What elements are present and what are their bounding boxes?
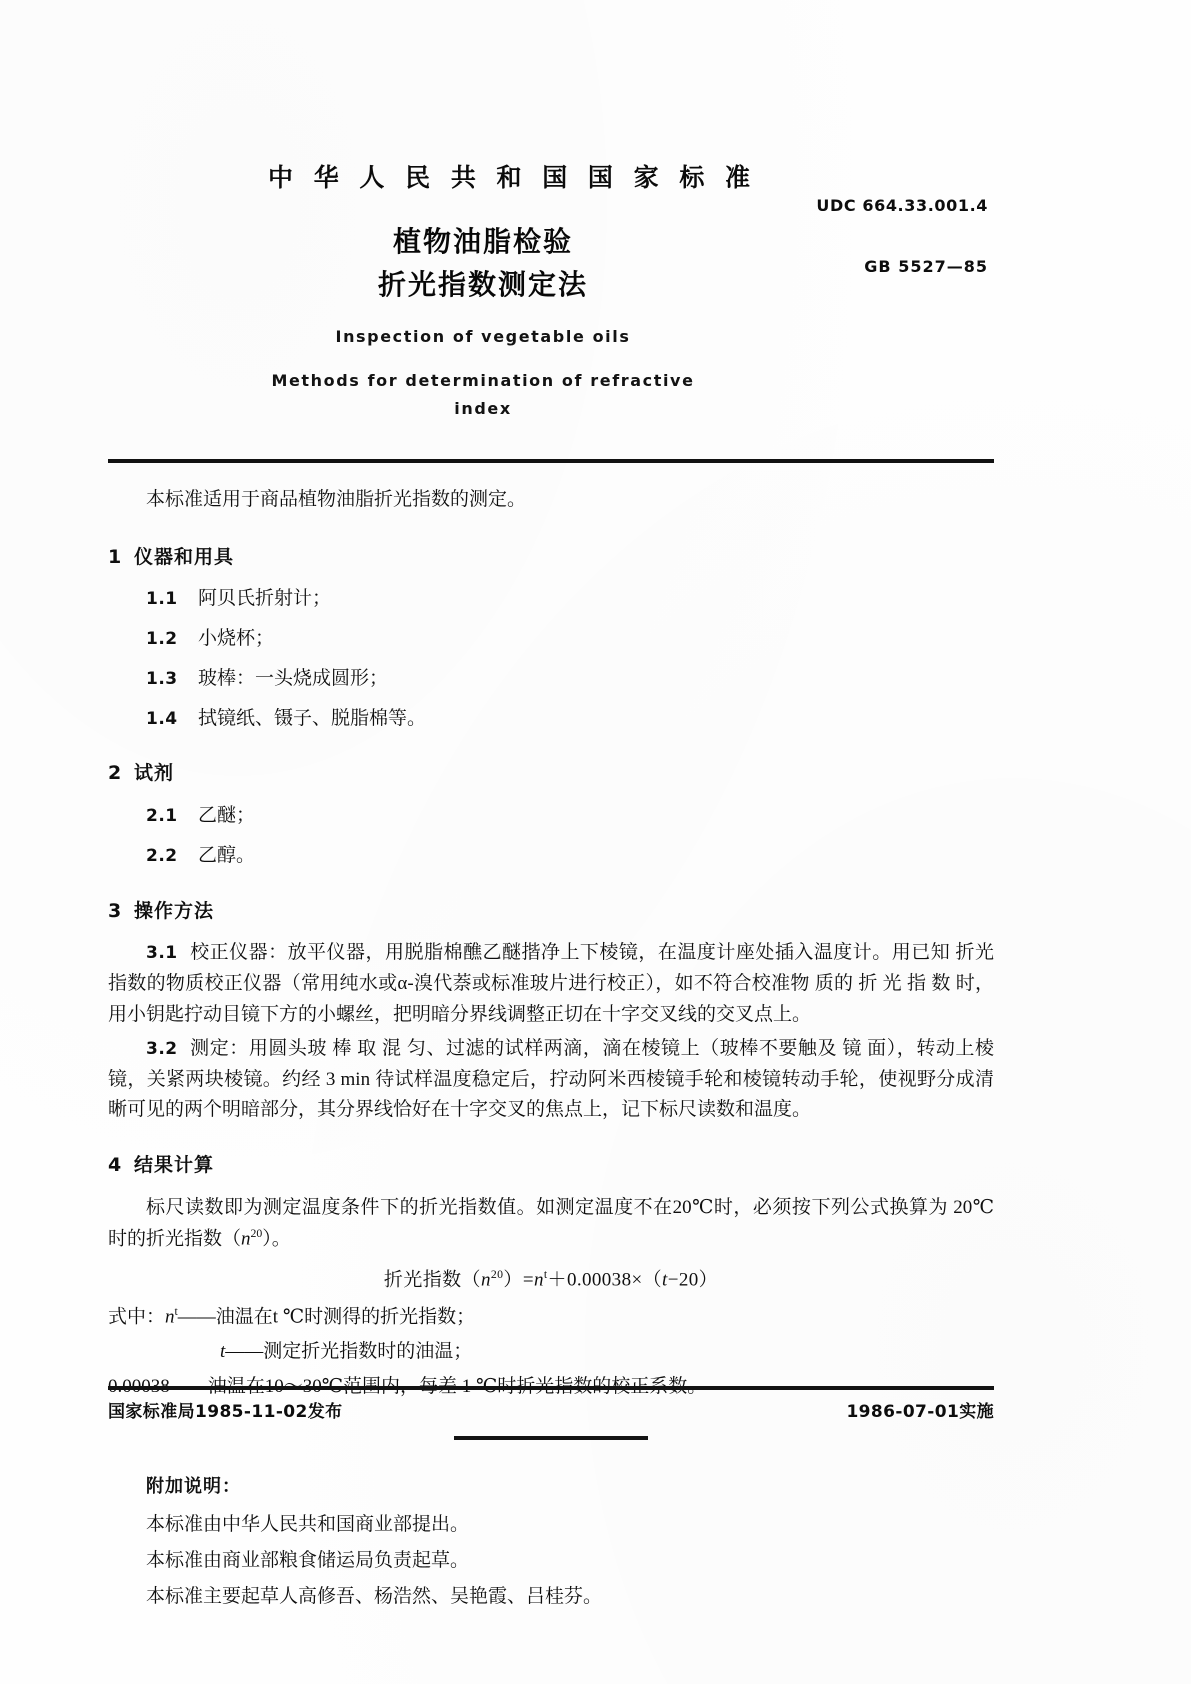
section-heading-4 [108, 1150, 994, 1181]
formula-minus: − [667, 1268, 679, 1290]
formula-twenty: 20 [678, 1268, 699, 1290]
item-number: 2.1 [146, 806, 178, 827]
document-title-line-2: 折光指数测定法 [377, 268, 588, 302]
section-heading-1 [108, 542, 994, 573]
section-title-2: 试剂 [134, 762, 175, 785]
conversion-formula: 折光指数$(n^{20})=n^t+0.00038\times(t-20)$ [383, 1267, 719, 1290]
standard-identifiers [738, 196, 988, 276]
effective-date: 1986-07-01实施 [846, 1402, 994, 1422]
formula-bracket-open: （ [642, 1268, 663, 1290]
formula-plus: ＋ [547, 1268, 567, 1290]
item-number: 1.2 [146, 629, 178, 650]
legend-text-1: ——油温在t ℃时测得的折光指数； [177, 1306, 476, 1328]
formula-lhs-var: n [480, 1268, 491, 1290]
formula-times: × [631, 1268, 643, 1290]
appendix-block [146, 1470, 994, 1614]
formula-label: 折光指数 [383, 1268, 462, 1290]
list-item [146, 801, 994, 832]
paragraph-text-3-2: 测定：用圆头玻 棒 取 混 匀、过滤的试样两滴，滴在棱镜上（玻棒不要触及 镜 面），转动上棱镜，关紧两块棱镜。约经 3 min 待试样温度稳定后，拧动阿米西棱镜手轮和棱镜转动手轮，使视野分成清晰可见的两个明暗部分，其分界线恰好在十字交叉的焦点上，记下标尺读数和温度。 [108, 1037, 994, 1121]
legend-row-2 [108, 1337, 994, 1368]
legend-symbol-1: n [165, 1306, 175, 1328]
legend-symbol-1-sup: t [174, 1304, 178, 1318]
item-text: 小烧杯； [198, 628, 275, 650]
section-heading-2 [108, 758, 994, 789]
issue-date: 国家标准局1985-11-02发布 [108, 1402, 343, 1422]
document-content [108, 0, 994, 1615]
scope-paragraph: 本标准适用于商品植物油脂折光指数的测定。 [146, 488, 527, 510]
result-intro-paragraph: 标尺读数即为测定温度条件下的折光指数值。如测定温度不在20℃时，必须按下列公式换算为 20℃ 时的折光指数$(n^{20})$。 [108, 1196, 994, 1249]
section-number-1: 1 [108, 545, 123, 568]
appendix-divider-rule [454, 1436, 648, 1440]
legend-label: 式中： [108, 1306, 166, 1328]
legend-row-1 [108, 1302, 994, 1333]
item-number: 1.4 [146, 708, 178, 729]
item-number: 2.2 [146, 845, 178, 866]
section-number-4: 4 [108, 1154, 123, 1177]
item-text: 拭镜纸、镊子、脱脂棉等。 [198, 707, 427, 729]
national-standard-heading: 中 华 人 民 共 和 国 国 家 标 准 [268, 163, 757, 192]
list-item [146, 704, 994, 735]
item-number: 1.3 [146, 668, 178, 689]
document-body [108, 485, 994, 1615]
section-title-4: 结果计算 [134, 1154, 215, 1177]
legend-text-2: ——测定折光指数时的油温； [225, 1340, 473, 1362]
section-heading-3 [108, 896, 994, 927]
section-number-2: 2 [108, 762, 123, 785]
english-title-line-2: Methods for determination of refractive index [271, 370, 695, 418]
appendix-line: 本标准由中华人民共和国商业部提出。 [146, 1513, 470, 1535]
formula-lhs-exp: 20 [490, 1267, 504, 1281]
refractive-index-symbol: n [241, 1227, 251, 1249]
paragraph-3-2 [108, 1034, 994, 1126]
formula-rhs-var-sup: t [543, 1267, 548, 1281]
formula-rhs-var: n [533, 1268, 544, 1290]
item-text: 乙醇。 [198, 844, 256, 866]
paragraph-number-3-2: 3.2 [146, 1038, 178, 1059]
footer-row [108, 1397, 994, 1422]
section-number-3: 3 [108, 899, 123, 922]
paragraph-number-3-1: 3.1 [146, 943, 178, 964]
formula-coefficient: 0.00038 [566, 1268, 632, 1290]
paragraph-3-1 [108, 938, 994, 1030]
formula-bracket-close: ） [698, 1268, 719, 1290]
footer-divider-rule [108, 1386, 994, 1390]
list-item [146, 584, 994, 615]
page-footer [108, 1386, 994, 1422]
item-text: 阿贝氏折射计； [198, 588, 332, 610]
appendix-line: 本标准由商业部粮食储运局负责起草。 [146, 1549, 470, 1571]
legend-symbol-2: t [220, 1340, 226, 1362]
item-text: 乙醚； [198, 805, 256, 827]
appendix-title: 附加说明： [146, 1476, 241, 1498]
list-item [146, 841, 994, 872]
title-block [268, 220, 698, 423]
item-text: 玻棒：一头烧成圆形； [198, 667, 389, 689]
appendix-line: 本标准主要起草人高修吾、杨浩然、吴艳霞、吕桂芬。 [146, 1585, 603, 1607]
english-title-line-1: Inspection of vegetable oils [335, 326, 631, 346]
document-title-line-1: 植物油脂检验 [392, 225, 573, 258]
section-title-1: 仪器和用具 [134, 545, 235, 568]
gb-standard-code: GB 5527—85 [864, 257, 988, 276]
item-number: 1.1 [146, 589, 178, 610]
list-item [146, 664, 994, 695]
udc-code: UDC 664.33.001.4 [816, 196, 988, 215]
refractive-index-exponent: 20 [250, 1226, 263, 1240]
formula-t-var: t [662, 1268, 668, 1290]
formula-equals: = [522, 1268, 534, 1290]
header-divider-rule [108, 459, 994, 463]
section-title-3: 操作方法 [134, 899, 215, 922]
paragraph-text-3-1: 校正仪器：放平仪器，用脱脂棉醮乙醚揩净上下棱镜，在温度计座处插入温度计。用已知 折光 指数的物质校正仪器（常用纯水或α-溴代萘或标准玻片进行校正），如不符合校准物 质的 折 光 指 数 时，用小钥匙拧动目镜下方的小螺丝，把明暗分界线调整正切在十字交叉线的交叉点上。 [108, 942, 994, 1025]
list-item [146, 624, 994, 655]
